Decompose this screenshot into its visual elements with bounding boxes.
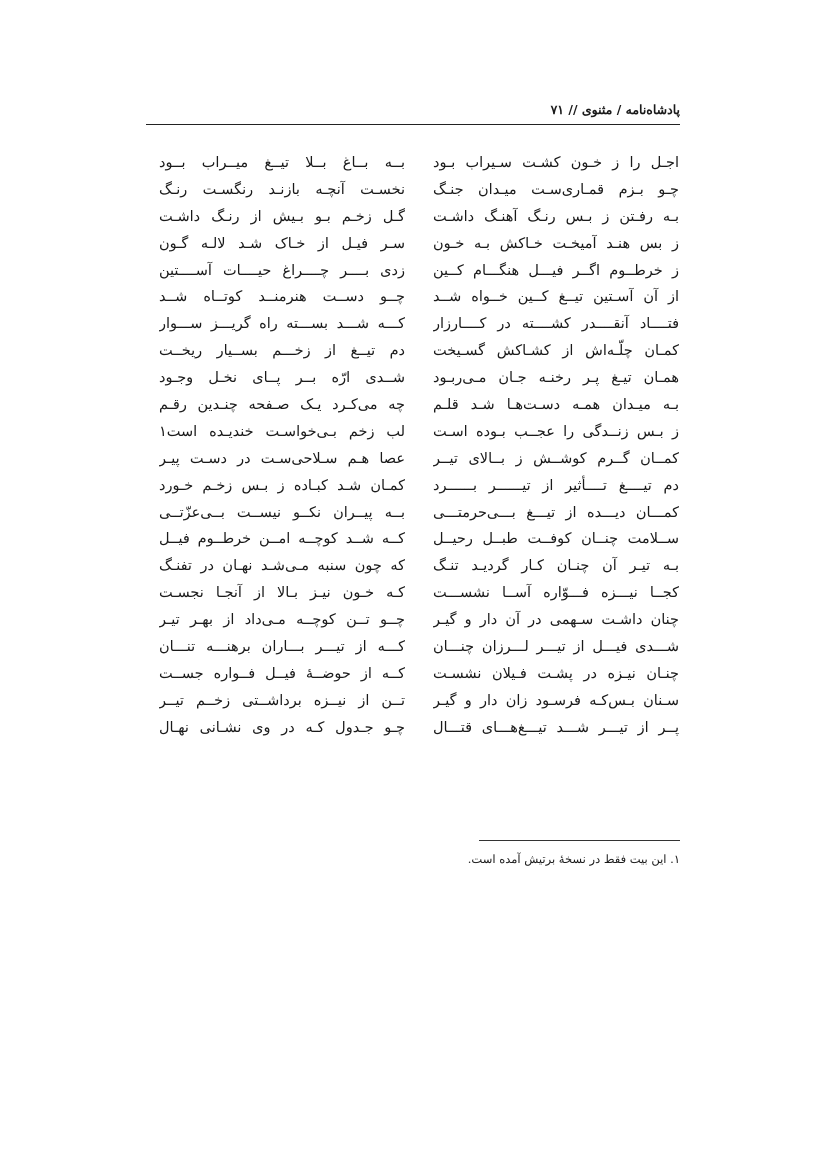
poem-left-column [159, 150, 405, 742]
verse-line: زدی بــــر چــــراغ حیــــات آســــتین [159, 262, 405, 279]
footnote: ۱. این بیت فقط در نسخهٔ برتیش آمده است. [467, 852, 680, 866]
footnote-rule [479, 840, 680, 841]
verse-line: چـو جـدول کـه در وی نشـانی نهـال [159, 719, 405, 736]
page-header [146, 100, 680, 125]
verse-line: ز خرطــوم اگــر فیـــل هنگـــام کــین [433, 262, 679, 279]
verse-line: اجـل را ز خـون کشـت سـیراب بـود [433, 155, 679, 171]
verse-line: عصا هـم سـلاحی‌سـت در دسـت پیـر [159, 450, 405, 467]
verse-line: دم تیــــغ تــــأثیر از تیــــــر بــــــرد [433, 477, 679, 494]
verse-line: بـه رفـتن ز بـس رنـگ آهنـگ داشـت [433, 208, 679, 225]
verse-line: بـه تیـر آن چنـان کـار گردیـد تنـگ [433, 558, 679, 575]
verse-line: چــو تــن کوچــه مـی‌داد از بهـر تیـر [159, 612, 405, 629]
verse-line: کـــه شـــد بســـته راه گریـــز ســـوار [159, 316, 405, 333]
verse-line: ز بـس زنــدگی را عجــب بـوده اسـت [433, 423, 679, 440]
running-head: پادشاه‌نامه / مثنوی // ۷۱ [550, 102, 680, 117]
verse-line: پــر از تیـــر شـــد تیـــغ‌هـــای قتـــال [433, 719, 679, 736]
verse-line: بــه پیــران نکــو نیســت بــی‌عزّتــی [159, 504, 405, 521]
verse-line: دم تیــغ از زخـــم بســیار ریخــت [159, 343, 405, 360]
verse-line: چنان داشـت سـهمی در آن دار و گیـر [433, 612, 679, 629]
verse-line: چه می‌کـرد یـک صـفحه چنـدین رقـم [159, 397, 405, 414]
verse-line: کجــا نیـــزه فـــوّاره آســا نشســـت [433, 585, 679, 602]
verse-line: شـــدی فیـــل از تیـــر لـــرزان چنـــان [433, 639, 679, 656]
verse-line: از آن آسـتین تیــغ کــین خــواه شــد [433, 289, 679, 306]
verse-line: تــن از نیــزه برداشــتی زخــم تیــر [159, 692, 405, 709]
verse-line: چــو دســت هنرمنــد کوتــاه شــد [159, 289, 405, 306]
verse-line: کــه شــد کوچــه امــن خرطــوم فیــل [159, 531, 405, 548]
verse-line: کمـــان دیـــده از تیـــغ بـــی‌حرمتـــی [433, 504, 679, 521]
verse-line: سـنان بـس‌کـه فرسـود زان دار و گیـر [433, 692, 679, 709]
verse-line: کـه خـون نیـز بـالا از آنجـا نجسـت [159, 585, 405, 602]
verse-line: لب زخم بـی‌خواسـت خندیـده است۱ [159, 423, 405, 440]
verse-line: چنـان نیـزه در پشـت فـیلان نشسـت [433, 665, 679, 682]
verse-line: سـر فیـل از خـاک شـد لالـه گـون [159, 235, 405, 252]
verse-line: چـو بـزم قمـاری‌سـت میـدان جنـگ [433, 181, 679, 198]
verse-line: کمـان شـد کبـاده ز بـس زخـم خـورد [159, 477, 405, 494]
verse-line: ســلامت چنــان کوفــت طبــل رحیــل [433, 531, 679, 548]
verse-line: فتــــاد آنقــــدر کشــــته در کــــارزار [433, 316, 679, 333]
verse-line: کـــه از تیـــر بـــاران برهنـــه تنـــان [159, 639, 405, 656]
verse-line: شــدی ارّه بــر پــای نخـل وجـود [159, 370, 405, 387]
verse-line: کمــان گــرم کوشــش ز بــالای تیــر [433, 450, 679, 467]
verse-line: گـل زخـم بـو بـیش از رنـگ داشـت [159, 208, 405, 225]
verse-line: که چون سنبه مـی‌شـد نهـان در تفنـگ [159, 558, 405, 575]
verse-line: کمـان چلّـه‌اش از کشـاکش گسـیخت [433, 343, 679, 360]
verse-line: بـه میـدان همـه دسـت‌هـا شـد قلـم [433, 397, 679, 414]
verse-line: کــه از حوضــهٔ فیــل فــواره جســت [159, 665, 405, 682]
verse-line: ز بس هنـد آمیخـت خـاکش بـه خـون [433, 235, 679, 252]
verse-line: بــه بــاغ بــلا تیــغ میــراب بــود [159, 155, 405, 171]
poem-right-column [433, 150, 679, 742]
verse-line: نخسـت آنچـه بازنـد رنگسـت رنـگ [159, 181, 405, 198]
verse-line: همـان تیـغ پـر رخنـه جـان مـی‌ربـود [433, 370, 679, 387]
